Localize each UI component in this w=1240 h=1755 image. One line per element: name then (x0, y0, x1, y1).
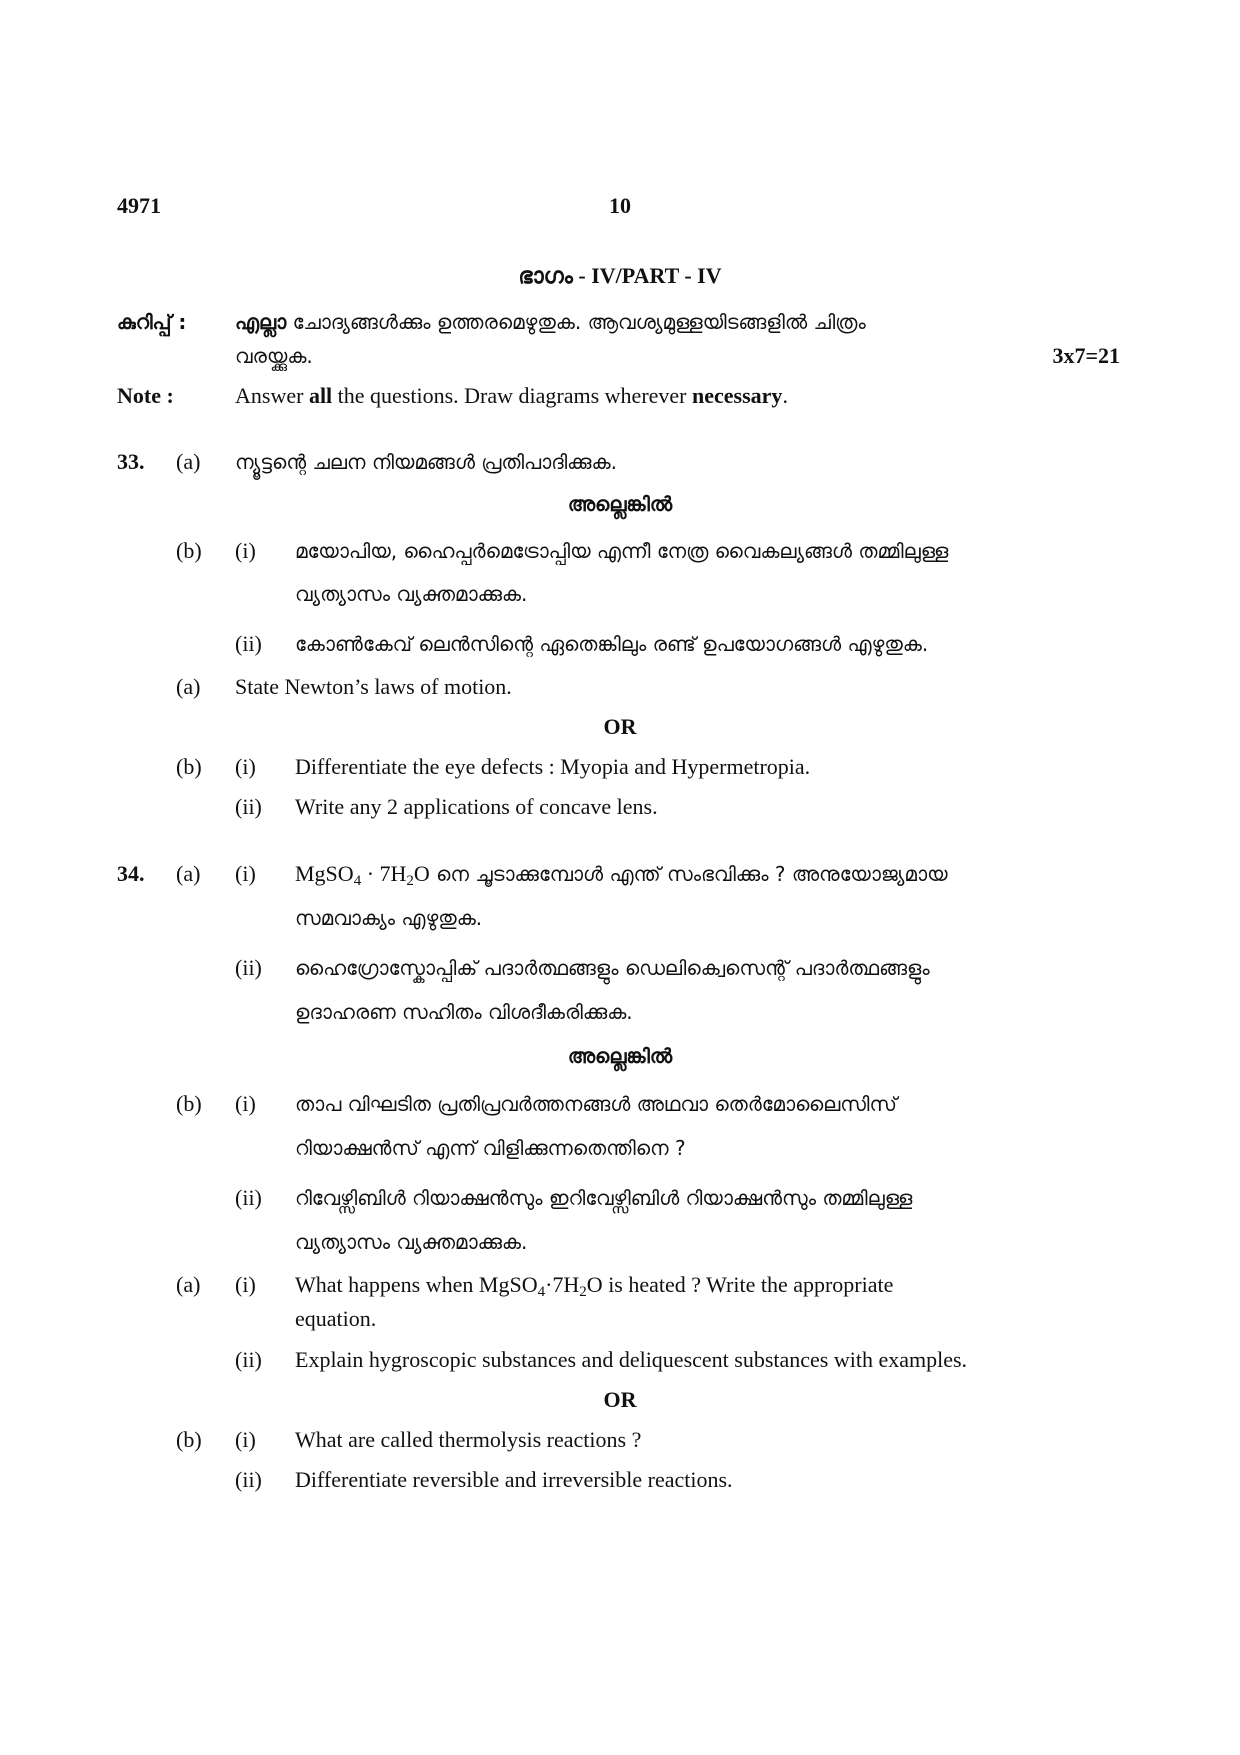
q34-a-i-en-pre: What happens when (295, 1272, 479, 1297)
formula-part: ·7H (545, 1272, 580, 1297)
q33-b-i-ml-2: വ്യത്യാസം വ്യക്തമാക്കുക. (295, 582, 528, 606)
q34-a-i-ml-rest: നെ ചൂടാക്കുമ്പോൾ എന്ത് സംഭവിക്കും ? അനുയോജ്യമായ (429, 862, 948, 886)
q33-b-label: (b) (176, 538, 202, 563)
q34-b-i-en: What are called thermolysis reactions ? (295, 1427, 642, 1452)
q33-b-ii-en: Write any 2 applications of concave lens. (295, 794, 658, 819)
q33-a-label-en: (a) (176, 674, 201, 699)
formula-sub: 2 (406, 873, 414, 889)
formula-sub: 4 (353, 873, 362, 889)
note-part: . (782, 383, 788, 408)
q33-or-ml: അല്ലെങ്കിൽ (567, 492, 673, 516)
q33-b-i-ml-1: മയോപിയ, ഹൈപ്പർമെട്രോപ്പിയ എന്നീ നേത്ര വൈകല്യങ്ങൾ തമ്മിലുള്ള (295, 539, 949, 563)
q34-b-i-ml-2: റിയാക്ഷൻസ് എന്ന് വിളിക്കുന്നതെന്തിനെ ? (295, 1136, 686, 1160)
q34-a-ii-ml-1: ഹൈഗ്രോസ്കോപ്പിക് പദാർത്ഥങ്ങളും ഡെലിക്വെസെന്റ് പദാർത്ഥങ്ങളും (295, 956, 930, 980)
kurippu-label: കുറിപ്പ് : (117, 310, 187, 334)
q34-or-en: OR (603, 1387, 637, 1412)
q34-a-i-ml-1 (295, 860, 948, 888)
formula (295, 861, 430, 889)
formula-sub: 2 (579, 1284, 587, 1300)
q33-b-i-label: (i) (235, 538, 256, 563)
kurippu-line-1 (235, 308, 866, 336)
q34-a-i-ml-2: സമവാക്യം എഴുതുക. (295, 906, 483, 930)
q33-b-ii-label: (ii) (235, 631, 262, 656)
note-bold: all (308, 383, 333, 408)
note-bold: necessary (692, 383, 783, 408)
q33-b-i-label-en: (i) (235, 754, 256, 779)
q34-b-ii-ml-1: റിവേഴ്സിബിൾ റിയാക്ഷൻസും ഇറിവേഴ്സിബിൾ റിയാക്ഷൻസും തമ്മിലുള്ള (295, 1186, 913, 1210)
formula-part: · 7H (361, 861, 407, 886)
q34-a-i-en-post: is heated ? Write the appropriate (602, 1272, 894, 1297)
formula-part: O (586, 1272, 603, 1297)
q34-a-ii-en: Explain hygroscopic substances and deliquescent substances with examples. (295, 1347, 968, 1372)
q34-b-i-label-en: (i) (235, 1427, 256, 1452)
q33-number: 33. (117, 449, 145, 474)
note-part: Answer (235, 383, 309, 408)
q33-a-ml: ന്യൂട്ടന്റെ ചലന നിയമങ്ങൾ പ്രതിപാദിക്കുക. (235, 450, 617, 474)
page-number: 10 (609, 193, 631, 218)
q34-b-ii-ml-2: വ്യത്യാസം വ്യക്തമാക്കുക. (295, 1230, 528, 1254)
q34-a-i-label: (i) (235, 861, 256, 886)
q33-b-ii-ml: കോൺകേവ് ലെൻസിന്റെ ഏതെങ്കിലും രണ്ട് ഉപയോഗങ്ങൾ എഴുതുക. (295, 632, 929, 656)
q34-b-ii-en: Differentiate reversible and irreversible reactions. (295, 1467, 733, 1492)
q34-number: 34. (117, 861, 145, 886)
formula-part: MgSO (478, 1272, 538, 1297)
note-label: Note : (117, 383, 174, 408)
kurippu-bold: എല്ലാ (235, 310, 287, 334)
q34-a-ii-label-en: (ii) (235, 1347, 262, 1372)
formula-part: O (413, 861, 430, 886)
q34-or-ml: അല്ലെങ്കിൽ (567, 1044, 673, 1068)
q34-a-ii-ml-2: ഉദാഹരണ സഹിതം വിശദീകരിക്കുക. (295, 1000, 633, 1024)
q33-b-ii-label-en: (ii) (235, 794, 262, 819)
q34-b-label: (b) (176, 1091, 202, 1116)
q33-or-en: OR (603, 714, 637, 739)
q34-b-ii-label: (ii) (235, 1185, 262, 1210)
note-part: the questions. Draw diagrams wherever (332, 383, 693, 408)
q34-b-ii-label-en: (ii) (235, 1467, 262, 1492)
q34-a-i-en-2: equation. (295, 1306, 377, 1331)
q34-a-ii-label: (ii) (235, 955, 262, 980)
q34-b-label-en: (b) (176, 1427, 202, 1452)
q34-b-i-ml-1: താപ വിഘടിത പ്രതിപ്രവർത്തനങ്ങൾ അഥവാ തെർമോലൈസിസ് (295, 1092, 897, 1116)
kurippu-line-2: വരയ്ക്കുക. (235, 344, 313, 368)
q33-b-i-en: Differentiate the eye defects : Myopia and Hypermetropia. (295, 754, 811, 779)
part-title: ഭാഗം - IV/PART - IV (518, 263, 722, 288)
paper-code: 4971 (117, 193, 161, 218)
formula-part: MgSO (295, 861, 354, 886)
q33-a-en: State Newton’s laws of motion. (235, 674, 512, 699)
q34-b-i-label: (i) (235, 1091, 256, 1116)
q33-a-label: (a) (176, 449, 201, 474)
q34-a-i-en (295, 1271, 893, 1299)
marks: 3x7=21 (1052, 343, 1120, 368)
kurippu-text: ചോദ്യങ്ങൾക്കും ഉത്തരമെഴുതുക. ആവശ്യമുള്ളയിടങ്ങളിൽ ചിത്രം (292, 310, 866, 334)
q34-a-label: (a) (176, 861, 201, 886)
q34-a-label-en: (a) (176, 1272, 201, 1297)
note-text (235, 382, 788, 410)
q34-a-i-label-en: (i) (235, 1272, 256, 1297)
q33-b-label-en: (b) (176, 754, 202, 779)
formula-sub: 4 (537, 1284, 546, 1300)
